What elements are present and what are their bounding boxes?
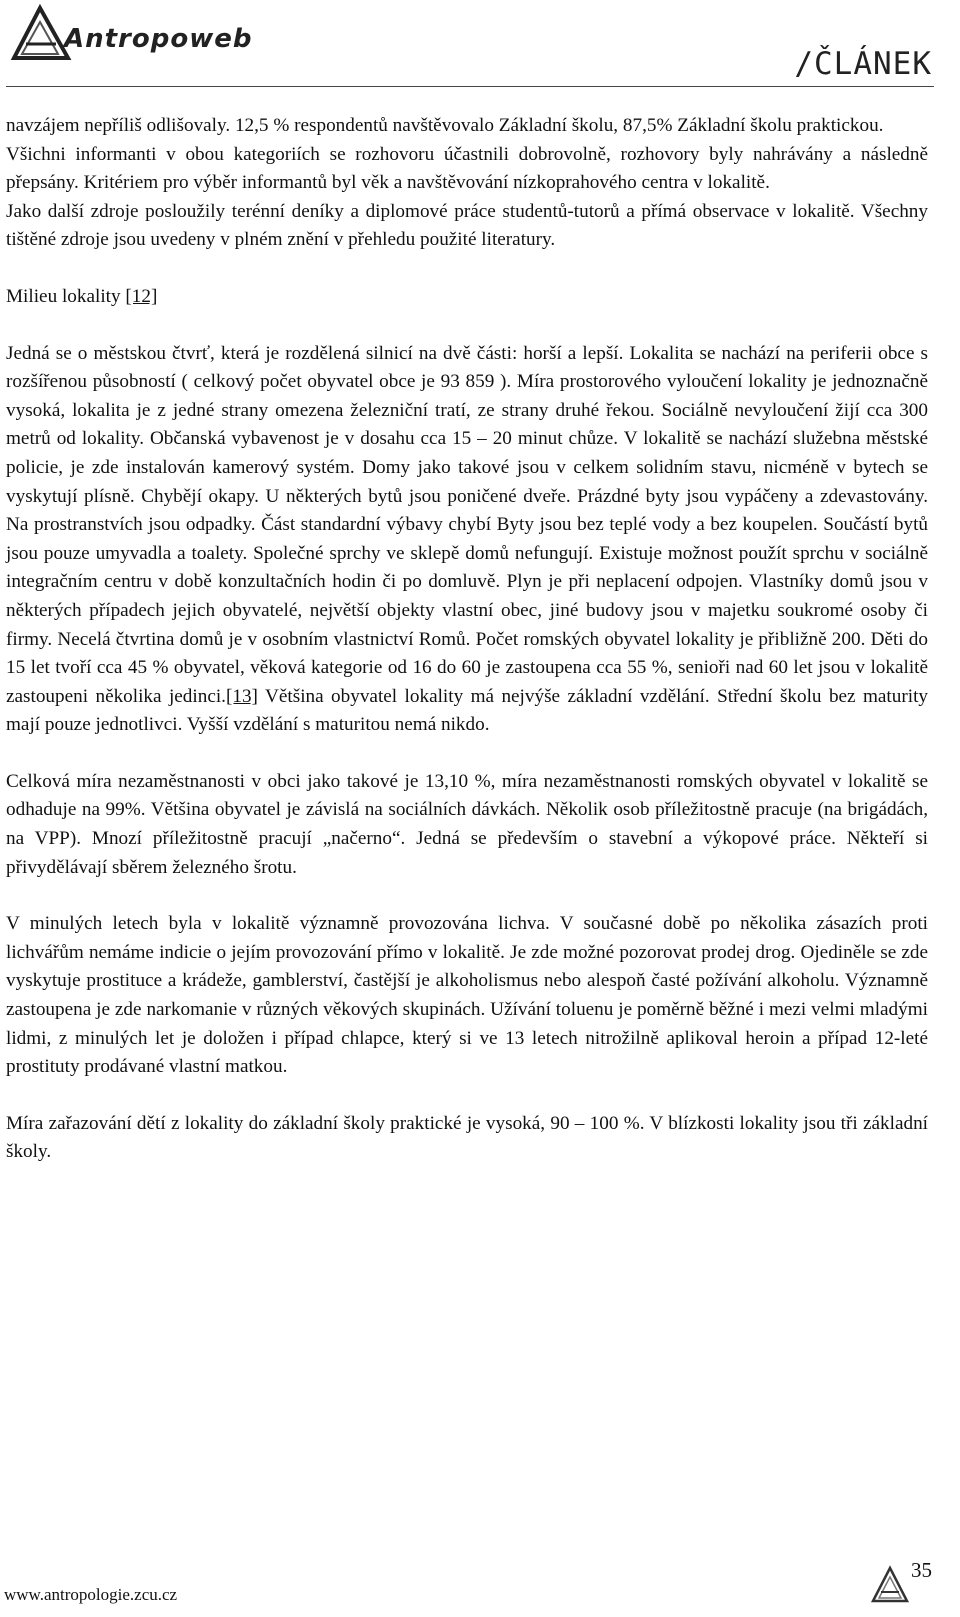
footer-url-link[interactable]: www.antropologie.zcu.cz: [4, 1585, 178, 1604]
paragraph-7: Míra zařazování dětí z lokality do základní školy praktické je vysoká, 90 – 100 %. V blízkosti lokality jsou tři základní školy.: [6, 1112, 928, 1163]
page-footer: [0, 1520, 960, 1617]
paragraph-2: Všichni informanti v obou kategoriích se rozhovoru účastnili dobrovolně, rozhovory byly nahrávány a následně přepsány. Kritériem pro výběr informantů byl věk a navštěvování nízkoprahového centra v lokalitě.: [6, 143, 928, 194]
paragraph-6: V minulých letech byla v lokalitě významně provozována lichva. V současné době po několika zásazích proti lichvářům nemáme indicie o jejím provozování přímo v lokalitě. Je zde možné pozorovat prodej drog. Ojediněle se zde vyskytuje prostituce a krádeže, gamblerství, častější je alkoholismus nebo alespoň časté požívání alkoholu. Významně zastoupena je zde narkomanie v různých věkových skupinách. Užívání toluenu je poměrně běžné i mezi velmi mladými lidmi, z minulých let je doložen i případ chlapce, který si ve 13 letech nitrožilně aplikoval heroin a případ 12-leté prostituty prodávané vlastní matkou.: [6, 913, 928, 1078]
page-number: 35: [911, 1558, 932, 1582]
paragraph-3: Jako další zdroje posloužily terénní deníky a diplomové práce studentů-tutorů a přímá observace v lokalitě. Všechny tištěné zdroje jsou uvedeny v plném znění v přehledu použité literatury.: [6, 200, 928, 251]
antropoweb-logo: [10, 4, 253, 64]
header-divider: [6, 86, 934, 87]
paragraph-4: [6, 340, 928, 740]
paragraph-1: navzájem nepříliš odlišovaly. 12,5 % respondentů navštěvovalo Základní školu, 87,5% Základní školu praktickou.: [6, 115, 884, 136]
section-label: /ČLÁNEK: [794, 46, 932, 82]
footnote-link-12[interactable]: [12]: [125, 285, 158, 307]
page-header: [0, 0, 960, 95]
paragraph-4-text-b: Většina obyvatel lokality má nejvýše základní vzdělání. Střední školu bez maturity mají pouze jednotlivci. Vyšší vzdělání s maturitou nemá nikdo.: [6, 685, 928, 736]
section-heading: [6, 283, 928, 312]
article-body: [6, 112, 928, 1167]
heading-text: Milieu lokality: [6, 285, 126, 307]
footnote-link-13[interactable]: [13]: [225, 685, 258, 707]
footer-logo-icon: [870, 1565, 910, 1605]
logo-text: Antropoweb: [64, 24, 253, 54]
paragraph-4-text-a: Jedná se o městskou čtvrť, která je rozdělená silnicí na dvě části: horší a lepší. Lokalita se nachází na periferii obce s rozšířenou působností ( celkový počet obyvatel obce je 93 859 ). Míra prostorového vyloučení lokality je jednoznačně vysoká, lokalita je z jedné strany omezena železniční tratí, ze strany druhé řekou. Sociálně nevyloučení žijí cca 300 metrů od lokality. Občanská vybavenost je v dosahu cca 15 – 20 minut chůze. V lokalitě se nachází služebna městské policie, je zde instalován kamerový systém. Domy jako takové jsou v celkem solidním stavu, nicméně v bytech se vyskytují plísně. Chybějí okapy. U některých bytů jsou poničené dveře. Prázdné byty jsou vypáčeny a zdevastovány. Na prostranstvích jsou odpadky. Část standardní výbavy chybí Byty jsou bez teplé vody a bez koupelen. Součástí bytů jsou pouze umyvadla a toalety. Společné sprchy ve sklepě domů nefungují. Existuje možnost použít sprchu v sociálně integračním centru v době konzultačních hodin či po domluvě. Plyn je při neplacení odpojen. Vlastníky domů jsou v některých případech jejich obyvatelé, největší objekty vlastní obec, jiné budovy jsou v majetku soukromé osoby či firmy. Necelá čtvrtina domů je v osobním vlastnictví Romů. Počet romských obyvatel lokality je přibližně 200. Děti do 15 let tvoří cca 45 % obyvatel, věková kategorie od 16 do 60 je zastoupena cca 55 %, senioři nad 60 let jsou v lokalitě zastoupeni několika jedinci.: [6, 342, 928, 707]
paragraph-5: Celková míra nezaměstnanosti v obci jako takové je 13,10 %, míra nezaměstnanosti romských obyvatel v lokalitě se odhaduje na 99%. Většina obyvatel je závislá na sociálních dávkách. Několik osob příležitostně pracuje (na brigádách, na VPP). Mnozí příležitostně pracují „načerno“. Jedná se především o stavební a výkopové práce. Někteří si přivydělávají sběrem železného šrotu.: [6, 770, 928, 878]
